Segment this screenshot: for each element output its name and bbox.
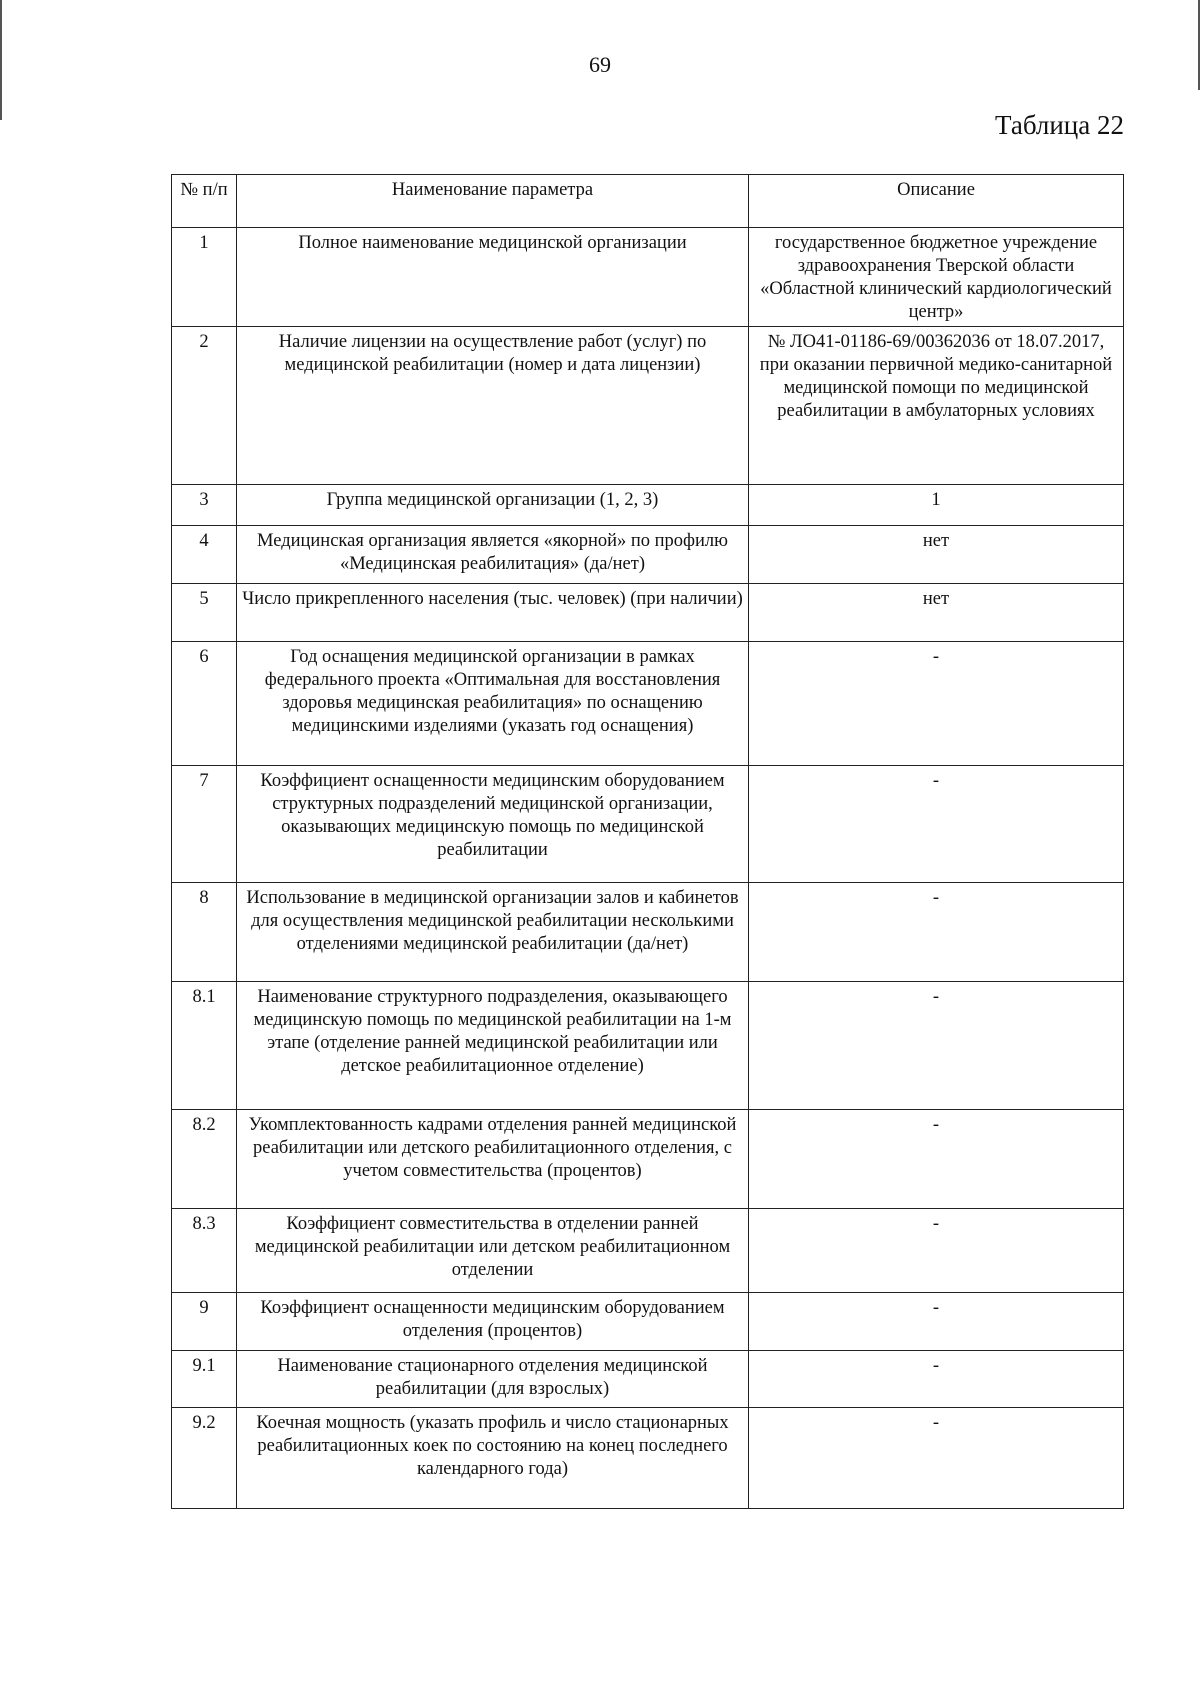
row-value: - — [749, 1209, 1124, 1293]
row-number: 5 — [172, 584, 237, 642]
row-number: 4 — [172, 526, 237, 584]
row-number: 3 — [172, 485, 237, 526]
row-value: 1 — [749, 485, 1124, 526]
row-parameter: Наличие лицензии на осуществление работ (услуг) по медицинской реабилитации (номер и дата лицензии) — [237, 327, 749, 485]
row-parameter: Год оснащения медицинской организации в рамках федерального проекта «Оптимальная для восстановления здоровья медицинская реабилитация» по оснащению медицинскими изделиями (указать год оснащения) — [237, 642, 749, 766]
row-number: 8.3 — [172, 1209, 237, 1293]
table-row — [172, 1110, 1124, 1209]
table-caption: Таблица 22 — [995, 110, 1124, 140]
row-parameter: Коечная мощность (указать профиль и число стационарных реабилитационных коек по состоянию на конец последнего календарного года) — [237, 1408, 749, 1509]
page-number: 69 — [589, 52, 611, 77]
header-number: № п/п — [172, 175, 237, 228]
row-number: 9 — [172, 1293, 237, 1351]
row-parameter: Коэффициент оснащенности медицинским оборудованием отделения (процентов) — [237, 1293, 749, 1351]
row-value: - — [749, 642, 1124, 766]
row-parameter: Наименование стационарного отделения медицинской реабилитации (для взрослых) — [237, 1351, 749, 1408]
row-number: 2 — [172, 327, 237, 485]
row-value: - — [749, 1351, 1124, 1408]
row-value: - — [749, 982, 1124, 1110]
row-number: 1 — [172, 228, 237, 327]
table-row — [172, 982, 1124, 1110]
table-row — [172, 327, 1124, 485]
row-value: - — [749, 1408, 1124, 1509]
table-row — [172, 485, 1124, 526]
parameters-table — [171, 174, 1124, 1509]
row-value: - — [749, 766, 1124, 883]
row-value: № ЛО41-01186-69/00362036 от 18.07.2017, при оказании первичной медико-санитарной медицинской помощи по медицинской реабилитации в амбулаторных условиях — [749, 327, 1124, 485]
header-parameter: Наименование параметра — [237, 175, 749, 228]
row-parameter: Использование в медицинской организации залов и кабинетов для осуществления медицинской реабилитации несколькими отделениями медицинской реабилитации (да/нет) — [237, 883, 749, 982]
row-parameter: Полное наименование медицинской организации — [237, 228, 749, 327]
row-value: нет — [749, 584, 1124, 642]
table-header-row — [172, 175, 1124, 228]
table-row — [172, 1293, 1124, 1351]
table-row — [172, 228, 1124, 327]
row-number: 8 — [172, 883, 237, 982]
row-number: 8.1 — [172, 982, 237, 1110]
row-number: 6 — [172, 642, 237, 766]
row-parameter: Медицинская организация является «якорной» по профилю «Медицинская реабилитация» (да/нет) — [237, 526, 749, 584]
row-value: - — [749, 883, 1124, 982]
row-number: 7 — [172, 766, 237, 883]
row-number: 9.1 — [172, 1351, 237, 1408]
row-parameter: Наименование структурного подразделения, оказывающего медицинскую помощь по медицинской реабилитации на 1-м этапе (отделение ранней медицинской реабилитации или детское реабилитационное отделение) — [237, 982, 749, 1110]
row-value: нет — [749, 526, 1124, 584]
table-row — [172, 642, 1124, 766]
row-value: - — [749, 1110, 1124, 1209]
table-row — [172, 584, 1124, 642]
table-row — [172, 1209, 1124, 1293]
row-value: государственное бюджетное учреждение здравоохранения Тверской области «Областной клинический кардиологический центр» — [749, 228, 1124, 327]
row-parameter: Коэффициент оснащенности медицинским оборудованием структурных подразделений медицинской организации, оказывающих медицинскую помощь по медицинской реабилитации — [237, 766, 749, 883]
header-description: Описание — [749, 175, 1124, 228]
table-row — [172, 1351, 1124, 1408]
row-number: 8.2 — [172, 1110, 237, 1209]
row-value: - — [749, 1293, 1124, 1351]
row-parameter: Число прикрепленного населения (тыс. человек) (при наличии) — [237, 584, 749, 642]
row-parameter: Группа медицинской организации (1, 2, 3) — [237, 485, 749, 526]
table-row — [172, 883, 1124, 982]
row-parameter: Укомплектованность кадрами отделения ранней медицинской реабилитации или детского реабилитационного отделения, с учетом совместительства (процентов) — [237, 1110, 749, 1209]
row-number: 9.2 — [172, 1408, 237, 1509]
table-row — [172, 1408, 1124, 1509]
row-parameter: Коэффициент совместительства в отделении ранней медицинской реабилитации или детском реабилитационном отделении — [237, 1209, 749, 1293]
table-row — [172, 766, 1124, 883]
table-row — [172, 526, 1124, 584]
